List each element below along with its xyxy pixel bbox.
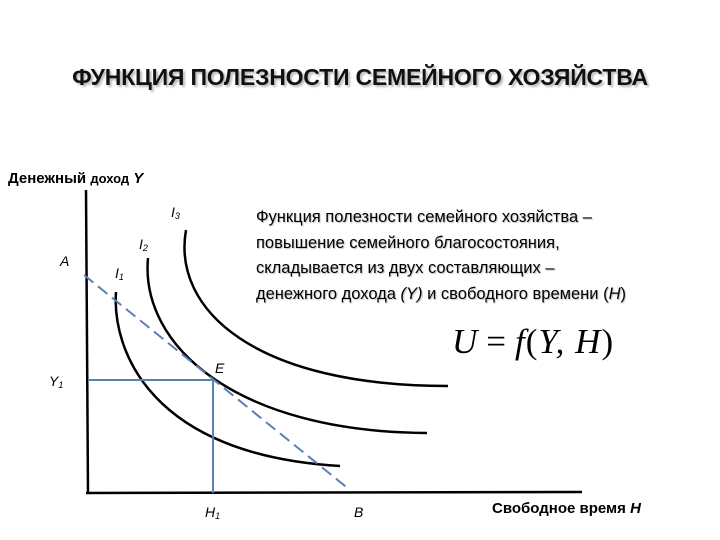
description-line-4-c: ) bbox=[620, 284, 627, 303]
formula-equals: = bbox=[486, 322, 508, 361]
y-axis-variable: Y bbox=[133, 170, 144, 187]
description-line-2: повышение семейного благосостояния, bbox=[256, 233, 560, 252]
h1-label bbox=[205, 504, 220, 521]
description-line-3: складывается из двух составляющих – bbox=[256, 259, 555, 277]
page-title: ФУНКЦИЯ ПОЛЕЗНОСТИ СЕМЕЙНОГО ХОЗЯЙСТВА bbox=[72, 64, 648, 90]
y-axis-line bbox=[86, 190, 88, 493]
y-axis-label-main: Денежный bbox=[8, 170, 87, 187]
formula-close-paren: ) bbox=[601, 322, 615, 361]
indifference-curve-i2 bbox=[148, 258, 427, 433]
y1-label-sub: 1 bbox=[58, 380, 64, 390]
description-line-4-a: денежного дохода bbox=[256, 284, 401, 303]
description-line-1: Функция полезности семейного хозяйства – bbox=[256, 208, 592, 226]
curve-label-i3-sub: 3 bbox=[174, 211, 180, 221]
description-var-y: (Y) bbox=[400, 284, 423, 303]
curve-label-i1-letter: I bbox=[115, 265, 119, 281]
point-label-e: E bbox=[215, 360, 225, 376]
description-var-h: H bbox=[608, 284, 621, 303]
budget-line bbox=[84, 275, 350, 490]
curve-label-i2-letter: I bbox=[139, 236, 143, 252]
y1-label-letter: Y bbox=[49, 373, 59, 389]
formula-args: Y, H bbox=[538, 322, 602, 361]
formula-lhs: U bbox=[452, 322, 479, 361]
point-label-b: B bbox=[354, 504, 364, 520]
curve-label-i2-sub: 2 bbox=[142, 243, 148, 253]
h1-label-letter: H bbox=[205, 504, 216, 520]
x-axis-line bbox=[86, 492, 582, 493]
formula-open-paren: ( bbox=[525, 322, 539, 361]
description-line-4-b: и свободного времени ( bbox=[422, 284, 609, 303]
formula-function: f bbox=[515, 322, 526, 361]
curve-label-i2 bbox=[139, 236, 148, 253]
y-axis-label-secondary: доход bbox=[90, 171, 130, 186]
x-axis-variable: H bbox=[630, 500, 641, 517]
curve-label-i1-sub: 1 bbox=[118, 272, 124, 282]
y1-label bbox=[49, 373, 63, 390]
x-axis-label-text: Свободное время bbox=[492, 500, 626, 517]
curve-label-i3 bbox=[171, 204, 180, 221]
curve-label-i1 bbox=[115, 265, 124, 282]
h1-label-sub: 1 bbox=[215, 511, 221, 521]
point-label-a: A bbox=[60, 253, 70, 269]
curve-label-i3-letter: I bbox=[171, 204, 175, 220]
